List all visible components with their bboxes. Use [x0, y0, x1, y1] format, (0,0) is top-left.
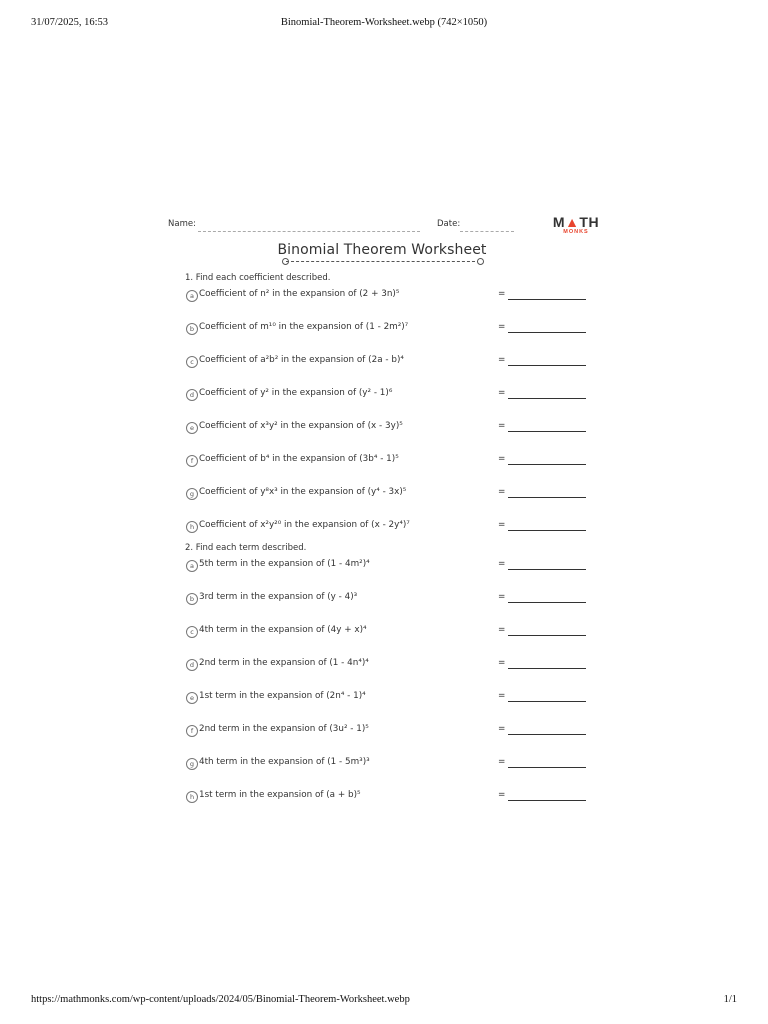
worksheet-title: Binomial Theorem Worksheet [277, 242, 487, 258]
item-letter-badge: b [186, 323, 198, 335]
question-item [186, 355, 586, 369]
question-item [186, 559, 586, 573]
question-text: Coefficient of y² in the expansion of (y² - 1)⁶ [199, 388, 393, 398]
answer-blank[interactable] [508, 530, 586, 531]
item-letter-badge: d [186, 659, 198, 671]
item-letter-badge: f [186, 725, 198, 737]
item-letter-badge: d [186, 389, 198, 401]
item-letter-badge: a [186, 560, 198, 572]
print-title: Binomial-Theorem-Worksheet.webp (742×1050) [280, 17, 488, 28]
date-label: Date: [437, 219, 461, 229]
answer-blank[interactable] [508, 734, 586, 735]
title-rule [286, 261, 480, 262]
equals-sign: = [498, 355, 506, 365]
question-text: 4th term in the expansion of (1 - 5m³)³ [199, 757, 370, 767]
item-letter-badge: h [186, 791, 198, 803]
section-2-heading: 2. Find each term described. [185, 543, 307, 553]
question-item [186, 625, 586, 639]
question-item [186, 388, 586, 402]
item-letter-badge: c [186, 626, 198, 638]
print-url: https://mathmonks.com/wp-content/uploads/2024/05/Binomial-Theorem-Worksheet.webp [31, 994, 410, 1005]
question-text: 1st term in the expansion of (a + b)⁵ [199, 790, 361, 800]
equals-sign: = [498, 691, 506, 701]
print-datetime: 31/07/2025, 16:53 [31, 17, 109, 28]
print-page-number: 1/1 [723, 994, 737, 1005]
question-item [186, 454, 586, 468]
equals-sign: = [498, 757, 506, 767]
answer-blank[interactable] [508, 635, 586, 636]
question-text: 1st term in the expansion of (2n⁴ - 1)⁴ [199, 691, 366, 701]
date-blank [460, 231, 514, 232]
answer-blank[interactable] [508, 431, 586, 432]
item-letter-badge: b [186, 593, 198, 605]
equals-sign: = [498, 289, 506, 299]
question-text: Coefficient of a²b² in the expansion of (2a - b)⁴ [199, 355, 404, 365]
equals-sign: = [498, 790, 506, 800]
question-item [186, 421, 586, 435]
answer-blank[interactable] [508, 800, 586, 801]
answer-blank[interactable] [508, 569, 586, 570]
equals-sign: = [498, 322, 506, 332]
section-1-heading: 1. Find each coefficient described. [185, 273, 331, 283]
answer-blank[interactable] [508, 464, 586, 465]
equals-sign: = [498, 388, 506, 398]
item-letter-badge: f [186, 455, 198, 467]
title-rule-right-dot [477, 258, 484, 265]
question-item [186, 322, 586, 336]
question-text: Coefficient of x²y²⁰ in the expansion of (x - 2y⁴)⁷ [199, 520, 410, 530]
question-item [186, 658, 586, 672]
question-item [186, 487, 586, 501]
logo-triangle-icon: ▲ [565, 214, 580, 230]
item-letter-badge: h [186, 521, 198, 533]
question-item [186, 691, 586, 705]
answer-blank[interactable] [508, 767, 586, 768]
item-letter-badge: g [186, 488, 198, 500]
question-text: 4th term in the expansion of (4y + x)⁴ [199, 625, 367, 635]
question-item [186, 520, 586, 534]
item-letter-badge: e [186, 692, 198, 704]
question-item [186, 592, 586, 606]
question-item [186, 724, 586, 738]
answer-blank[interactable] [508, 602, 586, 603]
question-text: 3rd term in the expansion of (y - 4)³ [199, 592, 358, 602]
equals-sign: = [498, 625, 506, 635]
question-text: Coefficient of x³y² in the expansion of (x - 3y)⁵ [199, 421, 403, 431]
question-text: Coefficient of y⁸x³ in the expansion of (y⁴ - 3x)⁵ [199, 487, 407, 497]
logo-subtext: MONKS [563, 229, 589, 235]
question-text: 2nd term in the expansion of (3u² - 1)⁵ [199, 724, 369, 734]
question-text: Coefficient of m¹⁰ in the expansion of (1 - 2m²)⁷ [199, 322, 409, 332]
question-item [186, 790, 586, 804]
name-blank [198, 231, 420, 232]
equals-sign: = [498, 724, 506, 734]
answer-blank[interactable] [508, 332, 586, 333]
answer-blank[interactable] [508, 299, 586, 300]
question-item [186, 289, 586, 303]
equals-sign: = [498, 421, 506, 431]
equals-sign: = [498, 592, 506, 602]
answer-blank[interactable] [508, 398, 586, 399]
answer-blank[interactable] [508, 497, 586, 498]
equals-sign: = [498, 520, 506, 530]
answer-blank[interactable] [508, 668, 586, 669]
logo-letter-m: M [552, 214, 566, 230]
name-label: Name: [168, 219, 196, 229]
item-letter-badge: e [186, 422, 198, 434]
equals-sign: = [498, 487, 506, 497]
item-letter-badge: g [186, 758, 198, 770]
math-monks-logo [552, 215, 600, 236]
question-text: 2nd term in the expansion of (1 - 4n⁴)⁴ [199, 658, 369, 668]
question-text: 5th term in the expansion of (1 - 4m²)⁴ [199, 559, 370, 569]
question-item [186, 757, 586, 771]
item-letter-badge: a [186, 290, 198, 302]
item-letter-badge: c [186, 356, 198, 368]
equals-sign: = [498, 559, 506, 569]
question-text: Coefficient of b⁴ in the expansion of (3b⁴ - 1)⁵ [199, 454, 399, 464]
answer-blank[interactable] [508, 701, 586, 702]
equals-sign: = [498, 454, 506, 464]
logo-letters-th: TH [579, 214, 600, 230]
question-text: Coefficient of n² in the expansion of (2 + 3n)⁵ [199, 289, 400, 299]
equals-sign: = [498, 658, 506, 668]
answer-blank[interactable] [508, 365, 586, 366]
